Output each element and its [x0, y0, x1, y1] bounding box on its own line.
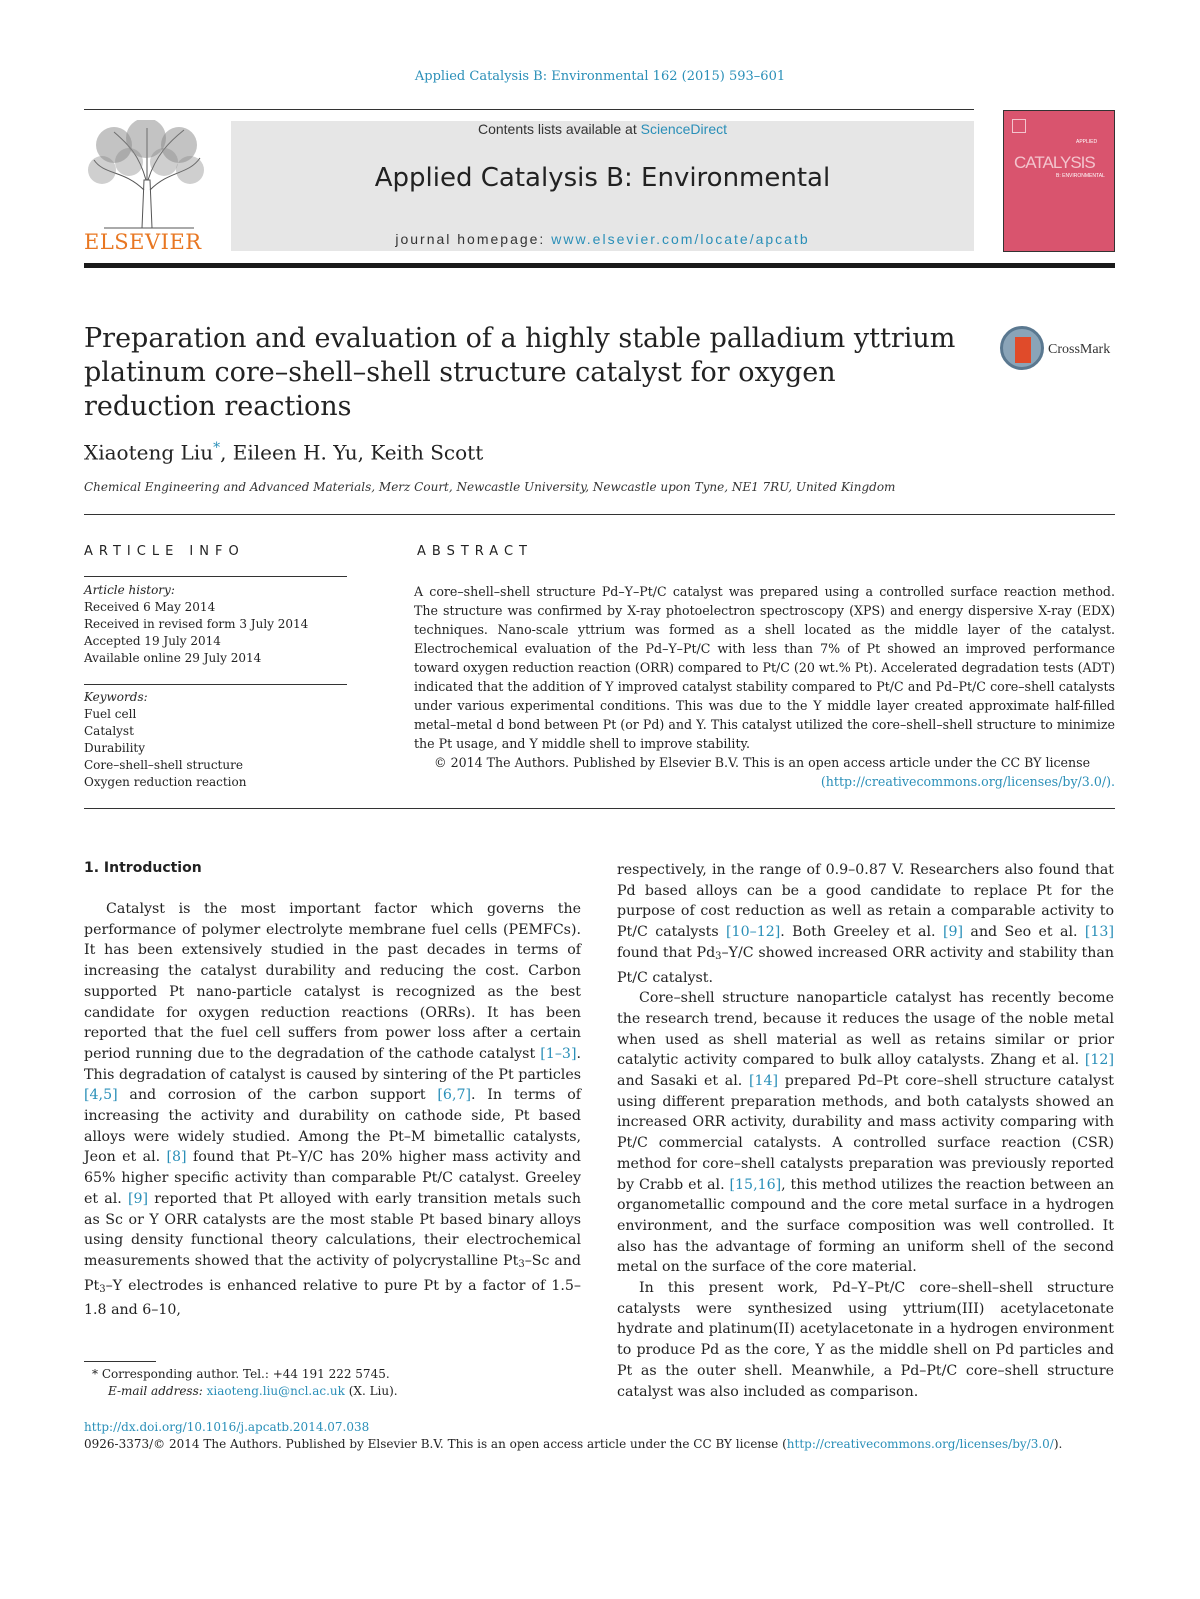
- history-item: Available online 29 July 2014: [84, 651, 262, 665]
- intro-column-right: [617, 860, 1114, 1402]
- journal-cover[interactable]: [1003, 110, 1115, 252]
- ref-link[interactable]: [13]: [1084, 924, 1114, 941]
- ref-link[interactable]: [10–12]: [726, 924, 781, 941]
- abstract-license-link[interactable]: (http://creativecommons.org/licenses/by/3.0/).: [820, 774, 1115, 789]
- ref-link[interactable]: [9]: [127, 1190, 149, 1207]
- ref-link[interactable]: [6,7]: [437, 1087, 472, 1104]
- introduction-heading: 1. Introduction: [84, 860, 202, 876]
- footnote-rule: [84, 1361, 156, 1362]
- elsevier-tree-icon: [84, 120, 208, 230]
- abstract-body: [414, 582, 1115, 791]
- keywords-label: Keywords:: [84, 690, 148, 704]
- sciencedirect-link[interactable]: ScienceDirect: [640, 121, 727, 137]
- elsevier-wordmark: ELSEVIER: [84, 230, 202, 254]
- keyword-item: Oxygen reduction reaction: [84, 775, 247, 789]
- license-link[interactable]: http://creativecommons.org/licenses/by/3.0/: [786, 1437, 1054, 1451]
- journal-title: Applied Catalysis B: Environmental: [374, 163, 831, 193]
- abstract-rule: [84, 808, 1115, 809]
- email-suffix: (X. Liu).: [344, 1384, 398, 1398]
- keyword-item: Fuel cell: [84, 707, 137, 721]
- contents-line: [231, 121, 974, 137]
- corresponding-author-mark[interactable]: *: [213, 440, 221, 456]
- homepage-link[interactable]: www.elsevier.com/locate/apcatb: [551, 231, 810, 247]
- info-rule: [84, 684, 347, 685]
- abstract-heading: ABSTRACT: [417, 544, 533, 559]
- crossmark-icon: [1000, 326, 1044, 370]
- cover-top-label: APPLIED: [1076, 139, 1098, 145]
- email-line: [92, 1383, 398, 1400]
- info-rule: [84, 576, 347, 577]
- email-label: E-mail address:: [108, 1384, 207, 1398]
- history-label: Article history:: [84, 583, 175, 597]
- homepage-prefix: journal homepage:: [395, 231, 552, 247]
- ref-link[interactable]: [14]: [748, 1073, 779, 1090]
- crossmark-label: CrossMark: [1048, 342, 1111, 357]
- affiliation: Chemical Engineering and Advanced Materials, Merz Court, Newcastle University, Newcastle upon Tyne, NE1 7RU, United Kingdom: [84, 480, 896, 494]
- journal-citation[interactable]: Applied Catalysis B: Environmental 162 (2015) 593–601: [414, 69, 786, 84]
- ref-link[interactable]: [8]: [166, 1149, 187, 1166]
- article-info-heading: ARTICLE INFO: [84, 544, 245, 559]
- elsevier-logo[interactable]: [84, 120, 208, 256]
- abstract-license: © 2014 The Authors. Published by Elsevier B.V. This is an open access article under the CC BY license: [434, 755, 1091, 770]
- intro-paragraph: respectively, in the range of 0.9–0.87 V. Researchers also found that Pd based alloys can be a good candidate to replace Pt for the purpose of cost reduction as well as retain a comparable activity to Pt/C catalysts [10–12]. Both Greeley et al. [9] and Seo et al. [13] found that $Pd_3-Y/C$ showed increased ORR activity and stability than Pt/C catalyst.: [617, 862, 1114, 986]
- keyword-item: Catalyst: [84, 724, 134, 738]
- keyword-item: Durability: [84, 741, 146, 755]
- intro-paragraph: In this present work, Pd–Y–Pt/C core–shell–shell structure catalysts were synthesized using yttrium(III) acetylacetonate hydrate and platinum(II) acetylacetonate in a hydrogen environment to produce Pd as the core, Y as the middle shell on Pd particles and Pt as the outer shell. Meanwhile, a Pd–Pt/C core–shell structure catalyst was also included as comparison.: [617, 1280, 1114, 1400]
- header-rule: [84, 109, 974, 110]
- keyword-item: Core–shell–shell structure: [84, 758, 243, 772]
- history-item: Received 6 May 2014: [84, 600, 216, 614]
- corresponding-author-note: * Corresponding author. Tel.: +44 191 222 5745.: [92, 1367, 390, 1381]
- abstract-text: A core–shell–shell structure Pd–Y–Pt/C catalyst was prepared using a controlled surface reaction method. The structure was confirmed by X-ray photoelectron spectroscopy (XPS) and energy dispersive X-ray (EDX) techniques. Nano-scale yttrium was formed as a shell located as the middle layer of the catalyst. Electrochemical evaluation of the Pd–Y–Pt/C with less than 7% of Pt showed an improved performance toward oxygen reduction reaction (ORR) compared to Pt/C (20 wt.% Pt). Accelerated degradation tests (ADT) indicated that the addition of Y improved catalyst stability compared to Pt/C and Pd–Pt/C core–shell catalysts under various experimental conditions. This was due to the Y middle layer created approximate half-filled metal–metal d bond between Pt (or Pd) and Y. This catalyst utilized the core–shell–shell structure to minimize the Pt usage, and Y middle shell to improve stability.: [414, 584, 1115, 751]
- ref-link[interactable]: [15,16]: [729, 1176, 782, 1193]
- author-list: [84, 440, 483, 465]
- ref-link[interactable]: [12]: [1084, 1052, 1114, 1069]
- article-title: Preparation and evaluation of a highly stable palladium yttrium platinum core–shell–shell structure catalyst for oxygen reduction reactions: [84, 323, 956, 422]
- intro-column-left: [84, 899, 581, 1321]
- footnote: [92, 1366, 398, 1400]
- doi-link[interactable]: http://dx.doi.org/10.1016/j.apcatb.2014.07.038: [84, 1420, 370, 1434]
- affiliation-rule: [84, 514, 1115, 515]
- intro-paragraph: Core–shell structure nanoparticle catalyst has recently become the research trend, because it reduces the usage of the noble metal when used as shell material as well as retains similar or prior catalytic activity compared to bulk alloy catalysts. Zhang et al. [12] and Sasaki et al. [14] prepared Pd–Pt core–shell structure catalyst using different preparation methods, and both catalysts showed an increased ORR activity, durability and mass activity comparing with Pt/C commercial catalysts. A controlled surface reaction (CSR) method for core–shell catalysts preparation was previously reported by Crabb et al. [15,16], this method utilizes the reaction between an organometallic compound and the core metal surface in a hydrogen environment, and the surface composition was well controlled. It also has the advantage of forming an uniform shell of the second metal on the surface of the core material.: [617, 990, 1115, 1276]
- email-link[interactable]: xiaoteng.liu@ncl.ac.uk: [206, 1384, 345, 1398]
- cover-title: CATALYSIS: [1014, 153, 1095, 172]
- cover-logo-icon: [1012, 119, 1026, 133]
- cover-subtitle: B: ENVIRONMENTAL: [1056, 173, 1105, 179]
- ref-link[interactable]: [9]: [942, 924, 964, 941]
- article-history: [84, 582, 384, 667]
- ref-link[interactable]: [4,5]: [84, 1087, 118, 1104]
- other-authors: , Eileen H. Yu, Keith Scott: [220, 440, 484, 465]
- header-thick-rule: [84, 263, 1115, 268]
- keywords: [84, 689, 384, 791]
- intro-paragraph: Catalyst is the most important factor which governs the performance of polymer electrolyte membrane fuel cells (PEMFCs). It has been extensively studied in the past decades in terms of increasing the catalyst durability and reducing the cost. Carbon supported Pt nano-particle catalyst is recognized as the best candidate for oxygen reduction reactions (ORRs). It has been reported that the fuel cell suffers from power loss after a certain period running due to the degradation of the cathode catalyst [1–3]. This degradation of catalyst is caused by sintering of the Pt particles [4,5] and corrosion of the carbon support [6,7]. In terms of increasing the activity and durability on cathode side, Pt based alloys were widely studied. Among the Pt–M bimetallic catalysts, Jeon et al. [8] found that Pt–Y/C has 20% higher mass activity and 65% higher specific activity than comparable Pt/C catalyst. Greeley et al. [9] reported that Pt alloyed with early transition metals such as Sc or Y ORR catalysts are the most stable Pt based binary alloys using density functional theory calculations, their electrochemical measurements showed that the activity of polycrystalline $Pt_3-Sc$ and $Pt_3-Y$ electrodes is enhanced relative to pure Pt by a factor of 1.5–1.8 and 6–10,: [84, 901, 582, 1319]
- first-author: Xiaoteng Liu: [84, 440, 214, 465]
- contents-prefix: Contents lists available at: [477, 121, 641, 137]
- issn-line: [84, 1437, 1062, 1451]
- history-item: Accepted 19 July 2014: [84, 634, 221, 648]
- issn-end: ).: [1053, 1437, 1063, 1451]
- crossmark-badge[interactable]: [1000, 326, 1120, 374]
- journal-banner: [231, 121, 974, 251]
- issn-text: 0926-3373/© 2014 The Authors. Published by Elsevier B.V. This is an open access article under the CC BY license (: [84, 1437, 787, 1451]
- ref-link[interactable]: [1–3]: [540, 1045, 577, 1062]
- homepage-line: [231, 231, 974, 247]
- history-item: Received in revised form 3 July 2014: [84, 617, 309, 631]
